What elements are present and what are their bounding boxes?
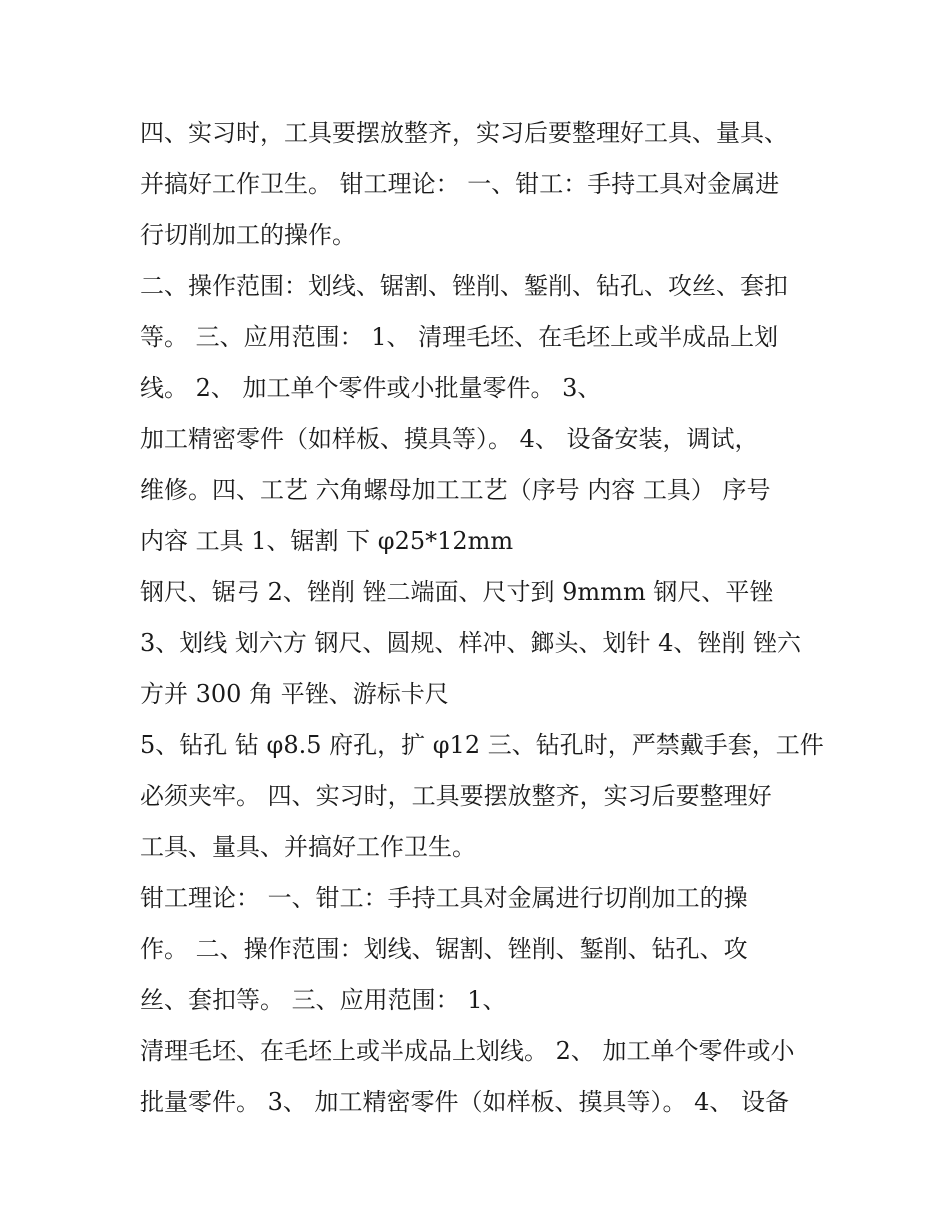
text-line-20: 批量零件。 3、 加工精密零件（如样板、摸具等）。 4、 设备 xyxy=(140,1088,790,1116)
text-line-11: 3、划线 划六方 钢尺、圆规、样冲、鎯头、划针 4、锉削 锉六 xyxy=(140,629,802,657)
text-line-13: 5、钻孔 钻 φ8.5 府孔，扩 φ12 三、钻孔时，严禁戴手套，工件 xyxy=(140,731,824,759)
text-line-7: 加工精密零件（如样板、摸具等）。 4、 设备安装，调试， xyxy=(140,425,759,453)
text-line-15: 工具、量具、并搞好工作卫生。 xyxy=(140,833,476,861)
body-text xyxy=(140,108,830,1128)
text-line-2: 并搞好工作卫生。 钳工理论： 一、钳工：手持工具对金属进 xyxy=(140,170,780,198)
text-line-8: 维修。四、工艺 六角螺母加工工艺（序号 内容 工具） 序号 xyxy=(140,476,771,504)
text-line-14: 必须夹牢。 四、实习时，工具要摆放整齐，实习后要整理好 xyxy=(140,782,772,810)
text-line-17: 作。 二、操作范围：划线、锯割、锉削、錾削、钻孔、攻 xyxy=(140,935,748,963)
text-line-4: 二、操作范围：划线、锯割、锉削、錾削、钻孔、攻丝、套扣 xyxy=(140,272,788,300)
text-line-9: 内容 工具 1、锯割 下 φ25*12mm xyxy=(140,527,514,555)
text-line-18: 丝、套扣等。 三、应用范围： 1、 xyxy=(140,986,507,1014)
text-line-12: 方并 300 角 平锉、游标卡尺 xyxy=(140,680,449,708)
text-line-3: 行切削加工的操作。 xyxy=(140,221,356,249)
text-line-1: 四、实习时，工具要摆放整齐，实习后要整理好工具、量具、 xyxy=(140,119,788,147)
text-line-6: 线。 2、 加工单个零件或小批量零件。 3、 xyxy=(140,374,602,402)
text-line-5: 等。 三、应用范围： 1、 清理毛坯、在毛坯上或半成品上划 xyxy=(140,323,779,351)
text-line-19: 清理毛坯、在毛坯上或半成品上划线。 2、 加工单个零件或小 xyxy=(140,1037,795,1065)
text-line-16: 钳工理论： 一、钳工：手持工具对金属进行切削加工的操 xyxy=(140,884,748,912)
text-line-10: 钢尺、锯弓 2、锉削 锉二端面、尺寸到 9mmm 钢尺、平锉 xyxy=(140,578,774,606)
